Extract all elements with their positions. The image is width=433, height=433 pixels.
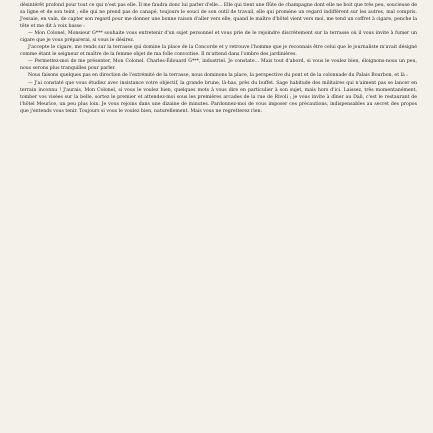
paragraph-1: désintérêt profond pour tout ce qui n'est pas elle. Il me faudra donc lui parler d'elle... Elle qui tient une flûte de champagne dont elle ne boit que très peu, soucieuse de sa ligne et de son teint ; elle qui ne prend pas de canapé, toujours le souci de son outil de travail, elle qui promène un regard indifférent sur les autres, mal compris. J'essaie, en vain, de capter son regard pour me donner une bonne raison d'aller vers elle, quand le maître d'hôtel vient vers moi, me tend un coffret à cigare, penche la tête et me dit à voix basse : — [20, 3, 417, 30]
paragraph-4: — Permettez-moi de me présenter, Mon Colonel. Charles-Édouard G***, industriel. Je constate... Mais tout d'abord, si vous le voulez bien, éloignons-nous un peu, nous serons plus tranquilles pour parler. — [20, 59, 417, 72]
paragraph-6: — J'ai constaté que vous étudiez avec insistance votre objectif, la grande brune, là-bas, près du buffet. Sage habitude des militaires qui n'aiment pas se lancer en terrain inconnu ! J'aurais, Mon Colonel, si vous le voulez bien, quelques mots à vous dire en particulier à son sujet, mais hors d'ici. Laissez, très momentanément, tomber vos visées sur la belle, sortez le premier et attendez-moi sous les premières arcades de la rue de Rivoli ; je vous invite à dîner au Dali, c'est le restaurant de l'hôtel Meurice, un peu plus loin. Je vous rejoins dans une dizaine de minutes. Pardonnez-moi de vous imposer ces précautions, indispensables au secret des propos que j'entends vous tenir. Toujours si vous le voulez bien, naturellement. Mais vous ne regretterez rien. — [20, 80, 417, 114]
paragraph-5: Nous faisons quelques pas en direction de l'extrémité de la terrasse, nous dominons la place, la perspective du pont et de la colonnade du Palais Bourbon, et là : — [28, 73, 408, 79]
paragraph-3: J'accepte le cigare, me rends sur la terrasse qui domine la place de la Concorde et y retrouve l'homme que je reconnais être celui que le journaliste m'avait désigné comme étant le seigneur et maître de la femme objet de ma folle convoitise. Il m'attend dans l'ombre des jardinières. — [20, 45, 417, 58]
paragraph-2: — Mon Colonel, Monsieur G*** souhaite vous entretenir d'un sujet personnel et vous prie de le rejoindre discrètement sur la terrasse où il vous invite à fumer un cigare que je vous préparerai, si vous le désirez. — [20, 31, 417, 44]
document-body — [20, 2, 417, 115]
